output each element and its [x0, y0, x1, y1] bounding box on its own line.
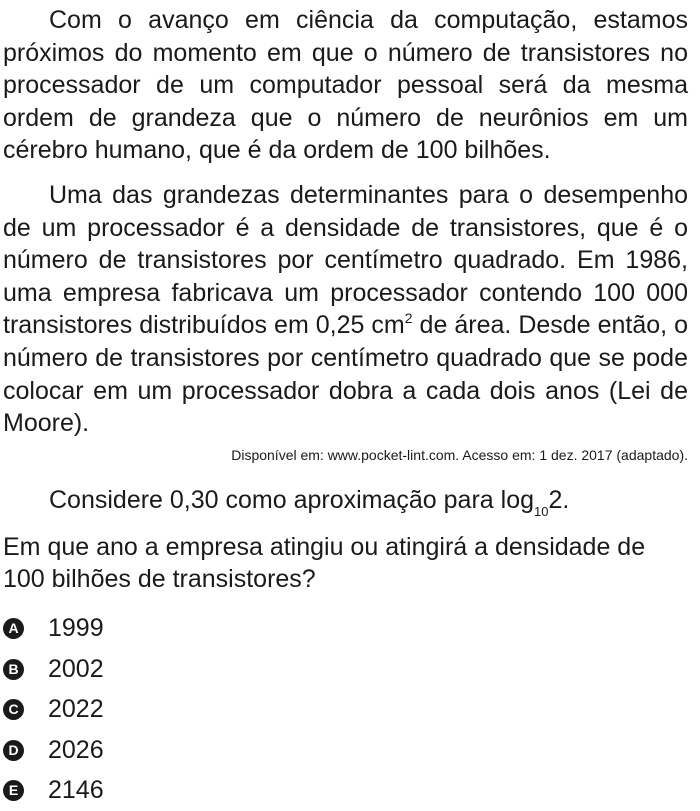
moore-law-text-end: de área. Desde então, o número de transistores por centímetro quadrado que se pode colocar em um processador dobra a cada dois anos (Lei de Moore).	[3, 311, 688, 438]
option-e[interactable]	[3, 771, 688, 811]
option-c[interactable]	[3, 690, 688, 731]
moore-law-paragraph	[3, 179, 688, 440]
option-text: 2002	[48, 654, 104, 683]
option-text: 2146	[48, 776, 104, 805]
intro-paragraph: Com o avanço em ciência da computação, estamos próximos do momento em que o número de transistores no processador de um computador pessoal será da mesma ordem de grandeza que o número de neurônios em um cérebro humano, que é da ordem de 100 bilhões.	[3, 6, 688, 165]
area-unit-exponent: 2	[404, 310, 413, 327]
option-letter-badge: A	[3, 618, 24, 639]
option-letter-badge: C	[3, 699, 24, 720]
log-approximation-hint	[3, 484, 688, 520]
log-argument: 2	[548, 485, 563, 514]
option-b[interactable]	[3, 649, 688, 690]
option-a[interactable]	[3, 609, 688, 650]
option-letter-badge: B	[3, 659, 24, 680]
hint-text: Considere 0,30 como aproximação para log	[49, 485, 534, 514]
option-text: 2026	[48, 735, 104, 764]
hint-period: .	[562, 485, 570, 514]
moore-law-text-start: Uma das grandezas determinantes para o desempenho de um processador é a densidade de transistores, que é o número de transistores por centímetro quadrado. Em 1986, uma empresa fabricava um processador contendo 100 000 transistores distribuídos em 0,25 cm	[3, 180, 688, 340]
option-letter-badge: D	[3, 740, 24, 761]
question-prompt: Em que ano a empresa atingiu ou atingirá a densidade de 100 bilhões de transistores?	[3, 532, 646, 593]
option-letter-badge: E	[3, 780, 24, 801]
option-d[interactable]	[3, 730, 688, 771]
source-citation: Disponível em: www.pocket-lint.com. Acesso em: 1 dez. 2017 (adaptado).	[231, 446, 688, 463]
answer-options	[3, 609, 688, 811]
log-base-subscript: 10	[534, 503, 549, 519]
option-text: 1999	[48, 614, 104, 643]
option-text: 2022	[48, 695, 104, 724]
